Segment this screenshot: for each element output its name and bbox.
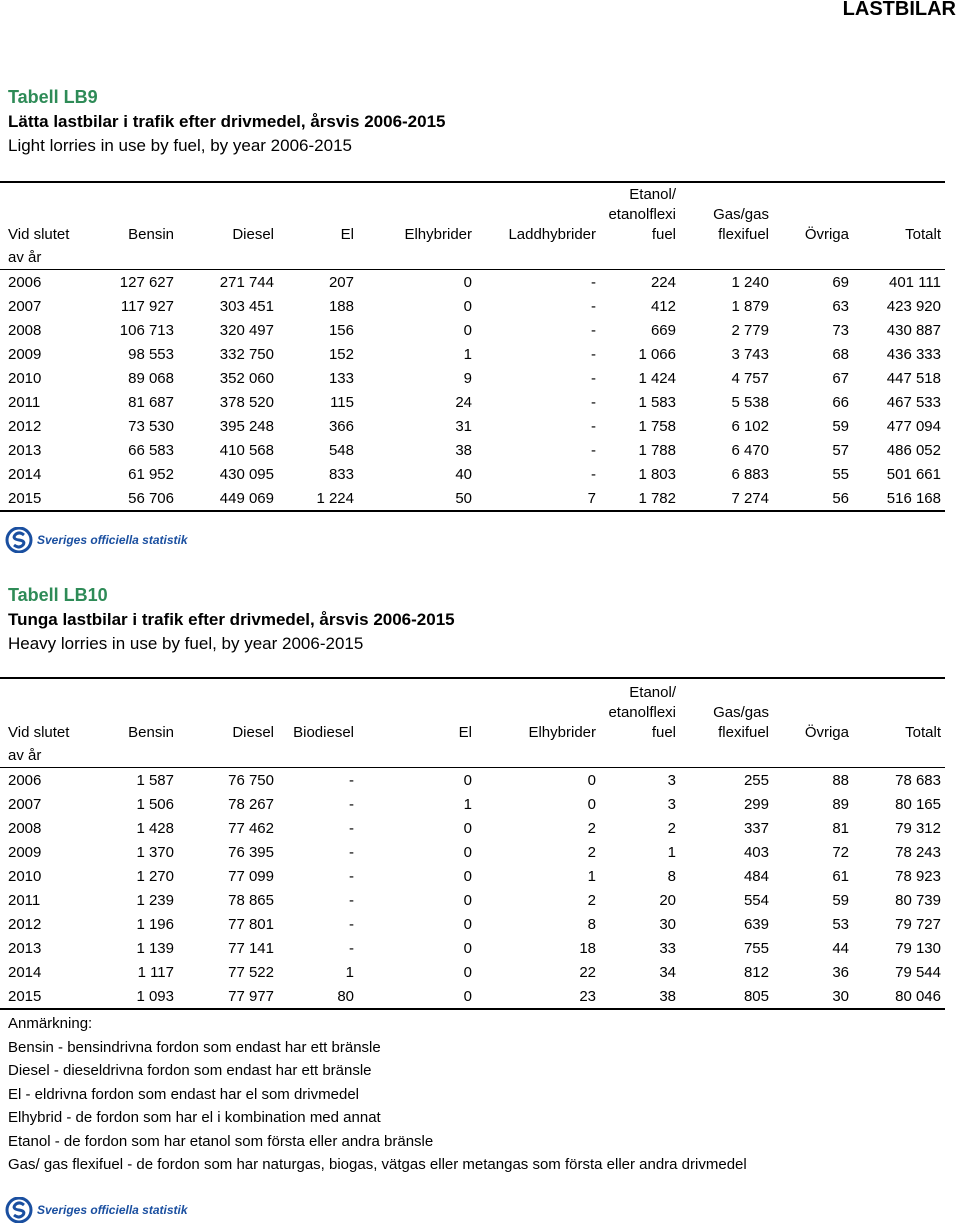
lb9-table-row [0,486,945,511]
lb10-year-cell: 2011 [8,891,41,909]
lb10-col-header: Bensin [78,678,178,743]
lb9-table-row [0,366,945,390]
sos-logo-icon [4,527,34,553]
lb9-value-cell: 89 068 [128,369,174,387]
lb10-value-cell: 79 544 [895,963,941,981]
lb10-year-cell: 2013 [8,939,42,957]
lb10-value-cell: 18 [579,939,596,957]
lb10-value-cell: 77 977 [178,984,278,1009]
lb9-table-id: Tabell LB9 [8,87,98,107]
lb9-col-header: Elhybrider [358,182,476,245]
note-item: El - eldrivna fordon som endast har el som drivmedel [8,1085,359,1103]
lb9-value-cell: 548 [328,441,354,459]
lb10-year-cell: 2007 [8,795,42,813]
lb9-col-header: Totalt [853,182,945,245]
lb10-value-cell: 0 [358,984,476,1009]
lb10-value-cell: 8 [587,915,596,933]
lb9-year-cell: 2014 [8,465,42,483]
lb10-value-cell: 33 [659,939,676,957]
lb9-value-cell: 50 [358,486,476,511]
lb10-value-cell: 554 [743,891,769,909]
lb9-value-cell: - [591,345,596,363]
lb10-value-cell: 79 727 [895,915,941,933]
lb9-value-cell: 106 713 [119,321,174,339]
lb10-value-cell: 78 243 [895,843,941,861]
lb10-value-cell: 1 093 [78,984,178,1009]
lb9-value-cell: 56 [773,486,853,511]
lb9-value-cell: 73 [832,321,849,339]
lb9-col-header: Gas/gas flexifuel [680,182,773,245]
lb10-value-cell: 0 [463,843,472,861]
lb10-value-cell: 0 [463,819,472,837]
lb10-value-cell: 0 [463,939,472,957]
lb10-value-cell: 89 [832,795,849,813]
lb9-value-cell: 1 788 [638,441,676,459]
lb10-value-cell: 77 522 [228,963,274,981]
lb9-value-cell: 320 497 [219,321,274,339]
lb10-unit-row [0,743,945,768]
lb10-table-row [0,768,945,793]
lb9-value-cell: 1 803 [638,465,676,483]
sos-logo [4,1197,188,1223]
lb9-year-cell: 2008 [8,321,42,339]
lb10-value-cell: 78 683 [895,771,941,789]
lb9-value-cell: 669 [650,321,676,339]
lb9-year-cell: 2015 [0,486,78,511]
lb9-value-cell: 833 [328,465,354,483]
lb9-table-row [0,438,945,462]
lb9-table-row [0,270,945,295]
lb10-table-row [0,816,945,840]
lb10-value-cell: 78 923 [895,867,941,885]
lb9-value-cell: 81 687 [128,393,174,411]
lb10-table-row [0,840,945,864]
lb9-col-header: Övriga [773,182,853,245]
lb9-value-cell: - [591,321,596,339]
lb10-col-header: Etanol/ etanolflexi fuel [600,678,680,743]
lb9-value-cell: 24 [455,393,472,411]
lb10-col-header: Vid slutet [0,678,78,743]
sos-logo-icon [4,1197,34,1223]
lb10-table-row [0,960,945,984]
lb9-year-cell: 2009 [8,345,42,363]
lb10-value-cell: 81 [832,819,849,837]
lb9-col-header: Laddhybrider [476,182,600,245]
lb10-value-cell: 1 139 [136,939,174,957]
lb10-value-cell: 0 [463,771,472,789]
lb9-value-cell: 98 553 [128,345,174,363]
lb9-value-cell: 410 568 [219,441,274,459]
lb10-col-header: Gas/gas flexifuel [680,678,773,743]
lb10-table-row [0,984,945,1009]
lb9-unit-row [0,245,945,270]
lb9-table [0,181,945,512]
lb10-value-cell: 805 [680,984,773,1009]
lb9-value-cell: 449 069 [178,486,278,511]
page-header: LASTBILAR [842,0,956,20]
lb10-value-cell: 76 750 [228,771,274,789]
lb10-unit-label: av år [0,743,78,768]
notes [8,1012,747,1177]
lb9-value-cell: 447 518 [886,369,941,387]
lb10-year-cell: 2010 [8,867,42,885]
lb9-value-cell: 2 779 [731,321,769,339]
lb9-value-cell: 7 274 [680,486,773,511]
lb9-value-cell: 1 [463,345,472,363]
lb9-value-cell: 271 744 [219,273,274,291]
lb9-value-cell: 477 094 [886,417,941,435]
lb10-value-cell: 299 [743,795,769,813]
lb10-value-cell: 3 [667,771,676,789]
lb9-value-cell: 486 052 [886,441,941,459]
lb9-value-cell: 188 [328,297,354,315]
lb9-unit-label: av år [0,245,78,270]
lb10-value-cell: 2 [587,819,596,837]
lb10-year-cell: 2009 [8,843,42,861]
lb9-value-cell: 0 [463,321,472,339]
lb9-value-cell: 423 920 [886,297,941,315]
lb10-value-cell: 255 [743,771,769,789]
lb9-value-cell: 67 [832,369,849,387]
lb9-col-header: El [278,182,358,245]
lb9-table-row [0,462,945,486]
lb10-value-cell: 1 196 [136,915,174,933]
lb10-title-en: Heavy lorries in use by fuel, by year 2006-2015 [8,634,364,653]
lb10-value-cell: 88 [832,771,849,789]
lb10-value-cell: 38 [600,984,680,1009]
lb10-value-cell: 0 [463,915,472,933]
lb10-header-row [0,678,945,743]
lb10-col-header: Biodiesel [278,678,358,743]
lb9-value-cell: 1 424 [638,369,676,387]
lb10-value-cell: - [349,939,354,957]
lb9-value-cell: 6 102 [731,417,769,435]
lb10-value-cell: 36 [832,963,849,981]
lb10-value-cell: 30 [659,915,676,933]
lb9-col-header: Vid slutet [0,182,78,245]
lb10-value-cell: 1 587 [136,771,174,789]
lb9-table-row [0,318,945,342]
lb10-value-cell: 1 428 [136,819,174,837]
sos-logo [4,527,188,553]
lb10-value-cell: 755 [743,939,769,957]
lb10-value-cell: 0 [463,963,472,981]
lb10-table-row [0,864,945,888]
lb10-value-cell: 23 [476,984,600,1009]
lb9-year-cell: 2007 [8,297,42,315]
lb10-value-cell: 1 117 [137,963,174,981]
lb9-table-row [0,342,945,366]
lb10-table-row [0,888,945,912]
lb10-value-cell: 1 270 [136,867,174,885]
lb9-value-cell: 152 [328,345,354,363]
lb10-value-cell: 337 [743,819,769,837]
lb10-col-header: Diesel [178,678,278,743]
lb9-value-cell: 412 [650,297,676,315]
lb9-value-cell: 61 952 [128,465,174,483]
lb9-year-cell: 2010 [8,369,42,387]
lb9-value-cell: 0 [463,273,472,291]
lb9-value-cell: - [591,465,596,483]
lb9-value-cell: 127 627 [119,273,174,291]
lb9-col-header: Diesel [178,182,278,245]
lb9-value-cell: 332 750 [219,345,274,363]
lb9-value-cell: 1 240 [731,273,769,291]
lb9-year-cell: 2012 [8,417,42,435]
lb9-value-cell: 156 [328,321,354,339]
lb10-col-header: El [358,678,476,743]
lb9-value-cell: 9 [463,369,472,387]
lb10-value-cell: - [349,771,354,789]
lb10-value-cell: 0 [587,795,596,813]
lb10-value-cell: 53 [832,915,849,933]
lb9-value-cell: 1 583 [638,393,676,411]
lb9-header-row [0,182,945,245]
lb10-value-cell: 77 462 [228,819,274,837]
lb9-value-cell: 1 782 [600,486,680,511]
lb10-value-cell: 1 [463,795,472,813]
lb9-value-cell: 6 883 [731,465,769,483]
lb9-value-cell: 133 [328,369,354,387]
lb9-table-row [0,294,945,318]
lb10-value-cell: 3 [667,795,676,813]
lb9-value-cell: 38 [455,441,472,459]
lb9-value-cell: 430 887 [886,321,941,339]
lb10-value-cell: 2 [587,891,596,909]
lb10-value-cell: 30 [773,984,853,1009]
lb9-value-cell: 66 [832,393,849,411]
lb10-title-sv: Tunga lastbilar i trafik efter drivmedel, årsvis 2006-2015 [8,610,455,629]
sos-logo-text: Sveriges officiella statistik [37,533,188,547]
lb10-value-cell: 403 [743,843,769,861]
lb10-value-cell: - [349,843,354,861]
lb9-year-cell: 2013 [8,441,42,459]
lb10-value-cell: 639 [743,915,769,933]
lb10-value-cell: 20 [659,891,676,909]
lb10-value-cell: 77 141 [228,939,274,957]
lb9-value-cell: 0 [463,297,472,315]
lb10-year-cell: 2014 [8,963,42,981]
lb10-value-cell: 44 [832,939,849,957]
lb10-value-cell: 77 099 [228,867,274,885]
lb9-value-cell: 378 520 [219,393,274,411]
note-item: Gas/ gas flexifuel - de fordon som har naturgas, biogas, vätgas eller metangas som första eller andra drivmedel [8,1156,747,1173]
lb10-table-id: Tabell LB10 [8,585,108,605]
lb9-value-cell: 1 066 [638,345,676,363]
lb10-value-cell: 79 130 [895,939,941,957]
lb10-value-cell: 76 395 [228,843,274,861]
lb10-year-cell: 2015 [0,984,78,1009]
lb9-value-cell: 59 [832,417,849,435]
lb10-value-cell: 77 801 [228,915,274,933]
lb9-value-cell: - [591,441,596,459]
lb9-value-cell: - [591,417,596,435]
lb9-value-cell: 207 [328,273,354,291]
lb10-table-row [0,936,945,960]
lb9-value-cell: 69 [832,273,849,291]
lb10-value-cell: - [349,819,354,837]
lb10-value-cell: 80 739 [895,891,941,909]
lb9-value-cell: 57 [832,441,849,459]
lb10-value-cell: 78 865 [228,891,274,909]
lb9-value-cell: - [591,273,596,291]
lb9-year-cell: 2006 [8,273,42,291]
lb10-table [0,677,945,1010]
lb9-value-cell: 1 224 [278,486,358,511]
lb10-value-cell: 79 312 [895,819,941,837]
lb9-value-cell: 66 583 [128,441,174,459]
lb9-value-cell: 436 333 [886,345,941,363]
lb9-value-cell: 501 661 [886,465,941,483]
lb9-col-header: Etanol/ etanolflexi fuel [600,182,680,245]
lb10-col-header: Totalt [853,678,945,743]
lb9-title-en: Light lorries in use by fuel, by year 2006-2015 [8,136,352,155]
lb10-value-cell: 0 [463,891,472,909]
note-item: Etanol - de fordon som har etanol som första eller andra bränsle [8,1132,434,1150]
lb9-value-cell: - [591,393,596,411]
lb10-value-cell: 1 [345,963,354,981]
lb10-value-cell: 1 370 [136,843,174,861]
lb10-col-header: Elhybrider [476,678,600,743]
lb9-value-cell: 31 [455,417,472,435]
lb10-value-cell: 22 [579,963,596,981]
lb9-value-cell: 224 [650,273,676,291]
lb10-value-cell: - [349,867,354,885]
lb10-value-cell: - [349,915,354,933]
lb10-year-cell: 2012 [8,915,42,933]
lb10-value-cell: 0 [587,771,596,789]
lb10-year-cell: 2008 [8,819,42,837]
lb9-table-row [0,414,945,438]
lb9-title-sv: Lätta lastbilar i trafik efter drivmedel, årsvis 2006-2015 [8,112,446,131]
lb9-value-cell: 56 706 [78,486,178,511]
lb10-value-cell: 80 [278,984,358,1009]
lb9-value-cell: 3 743 [731,345,769,363]
lb9-year-cell: 2011 [8,393,41,411]
lb9-value-cell: 401 111 [889,273,941,291]
lb9-value-cell: 63 [832,297,849,315]
lb10-value-cell: 0 [463,867,472,885]
lb10-value-cell: 2 [667,819,676,837]
lb9-value-cell: 395 248 [219,417,274,435]
notes-heading: Anmärkning: [8,1015,93,1032]
lb10-table-row [0,792,945,816]
lb10-value-cell: 1 506 [136,795,174,813]
lb9-value-cell: 516 168 [853,486,945,511]
lb9-value-cell: - [591,369,596,387]
lb9-value-cell: 7 [476,486,600,511]
lb9-value-cell: 73 530 [128,417,174,435]
lb9-col-header: Bensin [78,182,178,245]
lb10-value-cell: 59 [832,891,849,909]
lb10-value-cell: 34 [659,963,676,981]
lb10-year-cell: 2006 [8,771,42,789]
lb10-value-cell: 72 [832,843,849,861]
lb10-value-cell: 8 [667,867,676,885]
lb9-value-cell: 115 [330,393,354,411]
lb9-value-cell: 55 [832,465,849,483]
note-item: Bensin - bensindrivna fordon som endast har ett bränsle [8,1038,381,1056]
lb10-value-cell: 484 [743,867,769,885]
lb10-value-cell: 61 [832,867,849,885]
lb10-value-cell: 1 [587,867,596,885]
note-item: Elhybrid - de fordon som har el i kombination med annat [8,1109,381,1126]
lb9-value-cell: 68 [832,345,849,363]
lb10-value-cell: 78 267 [228,795,274,813]
lb10-value-cell: 1 239 [136,891,174,909]
lb10-col-header: Övriga [773,678,853,743]
note-item: Diesel - dieseldrivna fordon som endast har ett bränsle [8,1062,372,1079]
lb9-value-cell: 6 470 [731,441,769,459]
lb9-value-cell: 352 060 [219,369,274,387]
lb9-value-cell: 467 533 [886,393,941,411]
lb9-value-cell: 366 [328,417,354,435]
lb9-value-cell: 117 927 [120,297,174,315]
lb9-value-cell: 1 879 [731,297,769,315]
lb9-value-cell: - [591,297,596,315]
lb9-value-cell: 303 451 [219,297,274,315]
lb10-value-cell: 80 165 [895,795,941,813]
lb10-table-row [0,912,945,936]
lb10-value-cell: - [349,795,354,813]
lb10-value-cell: - [349,891,354,909]
lb9-value-cell: 40 [455,465,472,483]
lb9-value-cell: 5 538 [731,393,769,411]
lb9-table-row [0,390,945,414]
lb9-value-cell: 1 758 [638,417,676,435]
lb10-value-cell: 2 [587,843,596,861]
lb10-value-cell: 1 [667,843,676,861]
sos-logo-text: Sveriges officiella statistik [37,1203,188,1217]
lb9-value-cell: 4 757 [731,369,769,387]
lb10-value-cell: 812 [743,963,769,981]
lb10-value-cell: 80 046 [853,984,945,1009]
lb9-value-cell: 430 095 [219,465,274,483]
